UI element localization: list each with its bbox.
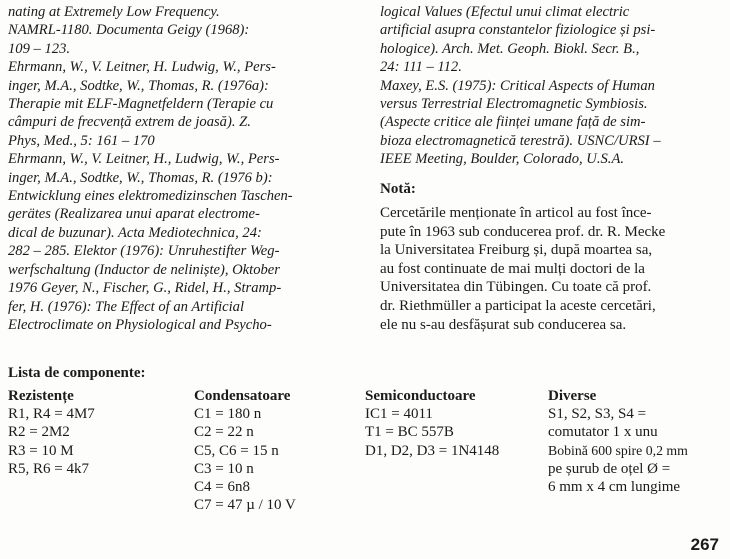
nota-line: Universitatea din Tübingen. Cu toate că prof. [380,279,652,296]
nota-line: dr. Riethmüller a participat la aceste cercetări, [380,298,656,315]
component-item: C5, C6 = 15 n [194,442,279,459]
component-item: S1, S2, S3, S4 = [548,406,647,423]
reference-line: Ehrmann, W., V. Leitner, H., Ludwig, W., Pers- [8,151,280,168]
reference-line: bioza electromagnetică terestră). USNC/URSI – [380,132,661,149]
rezistente-heading: Rezistențe [8,388,74,404]
references-right-column [380,3,722,334]
components-list-title: Lista de componente: [8,365,146,381]
reference-line: 1976 Geyer, N., Fischer, G., Ridel, H., Stramp- [8,280,282,297]
reference-line: (Aspecte critice ale ființei umane față de sim- [380,114,646,131]
nota-line: Cercetările menționate în articol au fost înce- [380,205,652,222]
component-item: pe șurub de oțel Ø = [548,460,671,477]
component-item: C7 = 47 µ / 10 V [194,497,296,514]
reference-line: gerätes (Realizarea unui aparat electrome- [8,206,260,223]
reference-line: hologice). Arch. Met. Geoph. Biokl. Secr. B., [380,40,640,57]
semiconductoare-heading: Semiconductoare [365,388,476,404]
component-item: R1, R4 = 4M7 [8,406,95,423]
reference-line: 109 – 123. [8,40,71,57]
reference-line: IEEE Meeting, Boulder, Colorado, U.S.A. [380,151,625,168]
nota-line: la Universitatea Freiburg și, după moartea sa, [380,242,653,259]
reference-line: NAMRL-1180. Documenta Geigy (1968): [8,22,250,39]
nota-body [380,204,722,334]
component-item: T1 = BC 557B [365,424,454,441]
nota-heading: Notă: [380,180,416,197]
component-item: C1 = 180 n [194,406,262,423]
reference-line: inger, M.A., Sodtke, W., Thomas, R. (1976a): [8,77,269,94]
reference-line: 282 – 285. Elektor (1976): Unruhestifter Weg- [8,243,280,260]
reference-line: inger, M.A., Sodtke, W., Thomas, R. (1976 b): [8,169,273,186]
reference-line: logical Values (Efectul unui climat electric [380,4,630,20]
component-item: C2 = 22 n [194,424,254,441]
rezistente-column [8,387,95,478]
reference-line: câmpuri de frecvență extrem de joasă). Z. [8,114,251,131]
diverse-column [548,387,688,496]
nota-line: au fost continuate de mai mulți doctori de la [380,260,645,277]
reference-line: nating at Extremely Low Frequency. [8,4,220,20]
references-continued [380,3,722,169]
reference-line: Therapie mit ELF-Magnetfeldern (Terapie cu [8,96,274,113]
component-item: D1, D2, D3 = 1N4148 [365,442,500,459]
component-item: IC1 = 4011 [365,406,433,423]
reference-line: Ehrmann, W., V. Leitner, H. Ludwig, W., Pers- [8,59,276,76]
reference-line: Phys, Med., 5: 161 – 170 [8,132,155,149]
reference-line: Entwicklung eines elektromedizinschen Taschen- [8,188,293,205]
component-item: R5, R6 = 4k7 [8,460,89,477]
component-item: Bobină 600 spire 0,2 mm [548,442,688,458]
nota-line: ele nu s-au desfășurat sub conducerea sa. [380,316,627,333]
reference-line: fer, H. (1976): The Effect of an Artificial [8,298,245,315]
page-number: 267 [690,535,719,554]
component-item: C3 = 10 n [194,460,254,477]
component-item: R3 = 10 M [8,442,74,459]
condensatoare-column [194,387,296,514]
component-item: comutator 1 x unu [548,424,658,441]
component-item: R2 = 2M2 [8,424,70,441]
reference-line: dical de buzunar). Acta Mediotechnica, 24: [8,224,262,241]
semiconductoare-column [365,387,499,460]
component-item: 6 mm x 4 cm lungime [548,479,681,496]
reference-line: versus Terrestrial Electromagnetic Symbiosis. [380,96,648,113]
component-item: C4 = 6n8 [194,479,250,496]
condensatoare-heading: Condensatoare [194,388,291,404]
diverse-heading: Diverse [548,388,597,404]
reference-line: artificial asupra constantelor fiziologice și psi- [380,22,656,39]
reference-line: Maxey, E.S. (1975): Critical Aspects of Human [380,77,655,94]
reference-line: werfschaltung (Inductor de neliniște), Oktober [8,261,280,278]
references-left-column [8,3,363,334]
reference-line: 24: 111 – 112. [380,59,462,76]
reference-line: Electroclimate on Physiological and Psycho- [8,316,272,333]
nota-line: pute în 1963 sub conducerea prof. dr. R. Mecke [380,223,666,240]
